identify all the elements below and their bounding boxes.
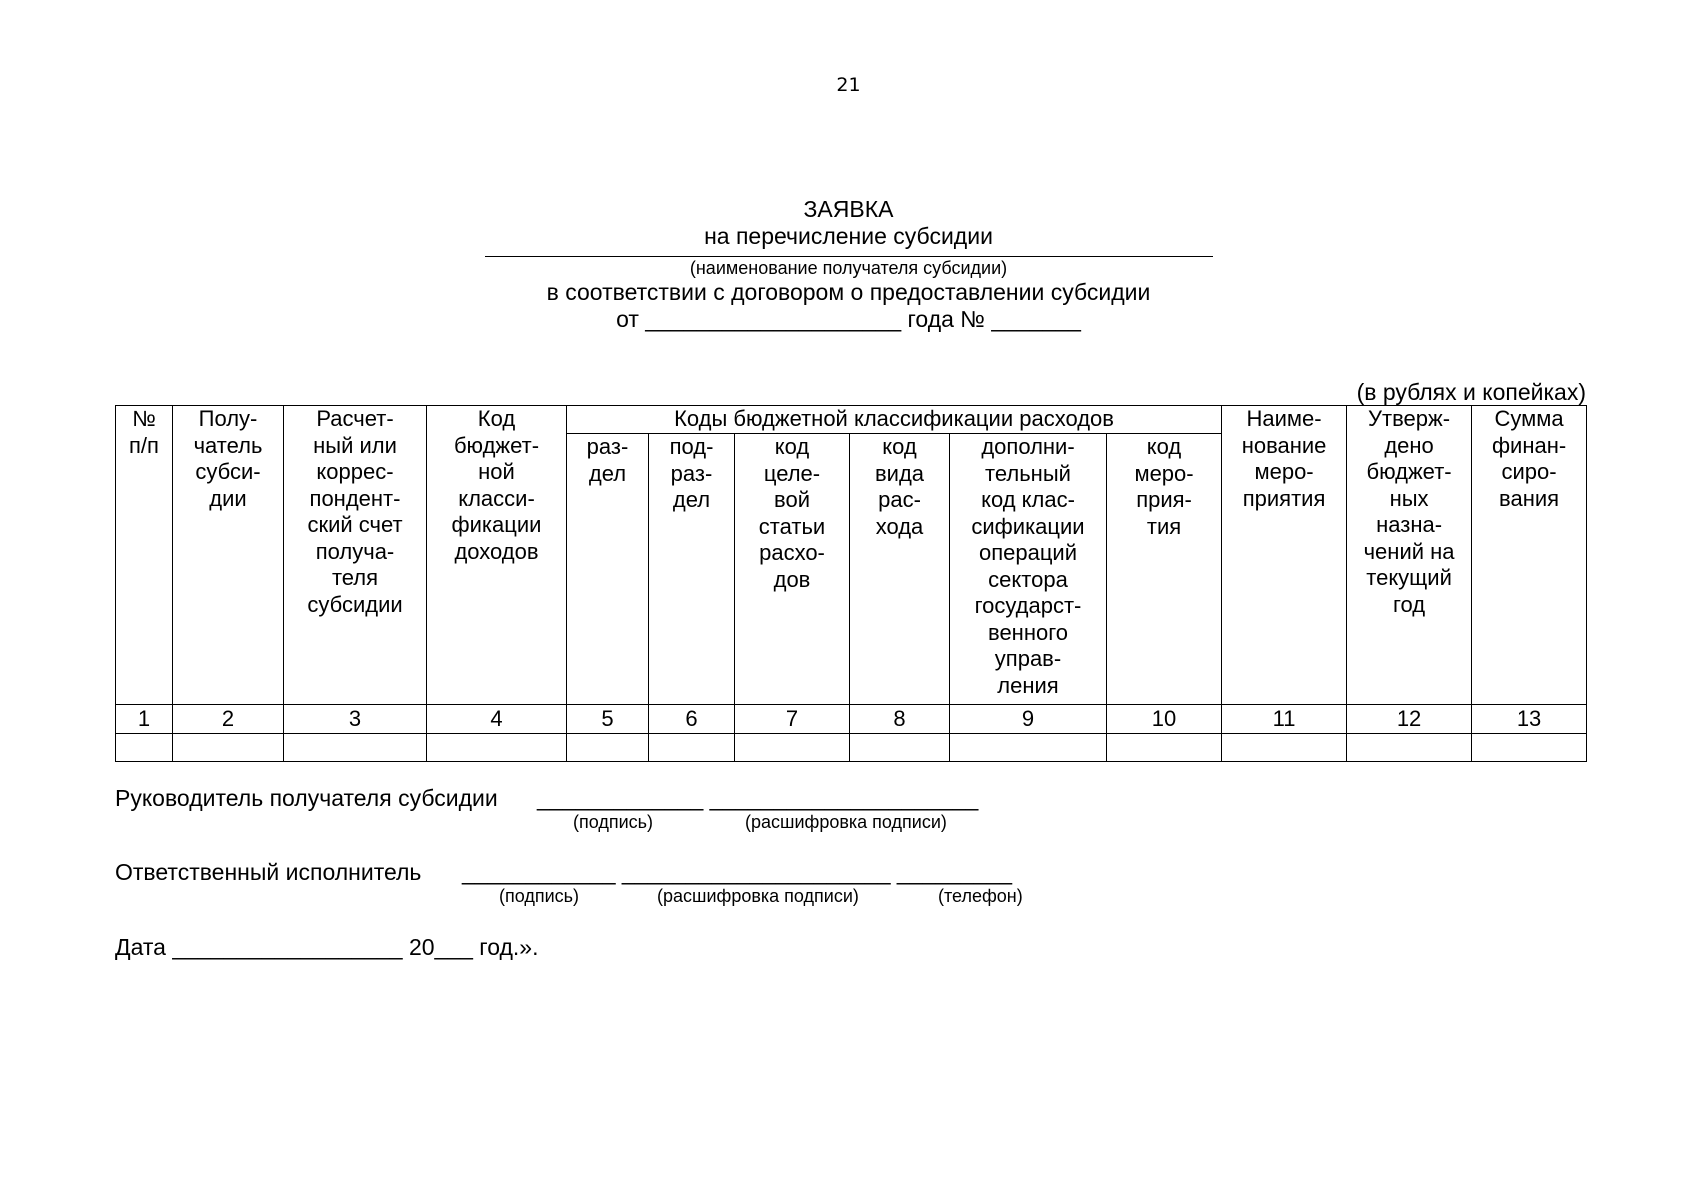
head-signature-caption: (подпись): [573, 812, 654, 832]
executor-decode-caption: (расшифровка подписи): [657, 886, 859, 906]
table-cell[interactable]: [735, 734, 850, 762]
head-signature-blanks[interactable]: _____________ _____________________: [537, 785, 979, 811]
table-cell[interactable]: [116, 734, 173, 762]
column-number: 8: [850, 705, 950, 734]
header-target-item-code: код целе- вой статьи расхо- дов: [735, 434, 850, 705]
table-cell[interactable]: [950, 734, 1107, 762]
column-number: 11: [1222, 705, 1347, 734]
currency-units-note: (в рублях и копейках): [1356, 379, 1586, 405]
form-title: ЗАЯВКА: [803, 196, 894, 222]
header-expense-type-code: код вида рас- хода: [850, 434, 950, 705]
header-subsection: под- раз- дел: [649, 434, 735, 705]
recipient-caption: (наименование получателя субсидии): [689, 258, 1008, 278]
executor-phone-caption: (телефон): [938, 886, 1023, 906]
table-row: [116, 734, 1587, 762]
column-number: 9: [950, 705, 1107, 734]
column-number: 12: [1347, 705, 1472, 734]
column-number: 7: [735, 705, 850, 734]
table-cell[interactable]: [427, 734, 567, 762]
date-line[interactable]: Дата __________________ 20___ год.».: [115, 934, 539, 960]
column-number: 1: [116, 705, 173, 734]
executor-blanks[interactable]: ____________ _____________________ _________: [462, 859, 1013, 885]
header-approved-budget: Утверж- дено бюджет- ных назна- чений на текущий год: [1347, 406, 1472, 705]
header-activity-code: код меро- прия- тия: [1107, 434, 1222, 705]
executor-signature-caption: (подпись): [499, 886, 580, 906]
form-header: [0, 196, 1697, 333]
form-subtitle: на перечисление субсидии: [704, 223, 993, 249]
header-account: Расчет- ный или коррес- пондент- ский счет получа- теля субсидии: [284, 406, 427, 705]
table-cell[interactable]: [173, 734, 284, 762]
column-number: 5: [567, 705, 649, 734]
header-section: раз- дел: [567, 434, 649, 705]
head-signature-label: Руководитель получателя субсидии: [115, 785, 498, 811]
page-number: 21: [836, 74, 861, 96]
table-cell[interactable]: [1107, 734, 1222, 762]
column-number: 4: [427, 705, 567, 734]
header-expense-codes-group: Коды бюджетной классификации расходов: [567, 406, 1222, 434]
recipient-name-blank: [485, 250, 1213, 257]
header-additional-code: дополни- тельный код клас- сификации операций сектора государст- венного управ- ления: [950, 434, 1107, 705]
header-activity-name: Наиме- нование меро- приятия: [1222, 406, 1347, 705]
column-number: 10: [1107, 705, 1222, 734]
table-cell[interactable]: [1222, 734, 1347, 762]
header-row-number: № п/п: [116, 406, 173, 705]
table-cell[interactable]: [1472, 734, 1587, 762]
table-cell[interactable]: [1347, 734, 1472, 762]
agreement-line: в соответствии с договором о предоставлении субсидии: [546, 279, 1151, 305]
subsidy-request-table: [115, 405, 1587, 762]
column-number: 2: [173, 705, 284, 734]
executor-label: Ответственный исполнитель: [115, 859, 422, 885]
table-cell[interactable]: [284, 734, 427, 762]
header-income-code: Код бюджет- ной класси- фикации доходов: [427, 406, 567, 705]
column-numbers-row: [116, 705, 1587, 734]
column-number: 13: [1472, 705, 1587, 734]
header-recipient: Полу- чатель субси- дии: [173, 406, 284, 705]
column-number: 6: [649, 705, 735, 734]
table-cell[interactable]: [649, 734, 735, 762]
table-cell[interactable]: [850, 734, 950, 762]
agreement-date-line: от ____________________ года № _______: [616, 306, 1081, 332]
header-funding-amount: Сумма финан- сиро- вания: [1472, 406, 1587, 705]
head-decode-caption: (расшифровка подписи): [745, 812, 947, 832]
table-cell[interactable]: [567, 734, 649, 762]
column-number: 3: [284, 705, 427, 734]
